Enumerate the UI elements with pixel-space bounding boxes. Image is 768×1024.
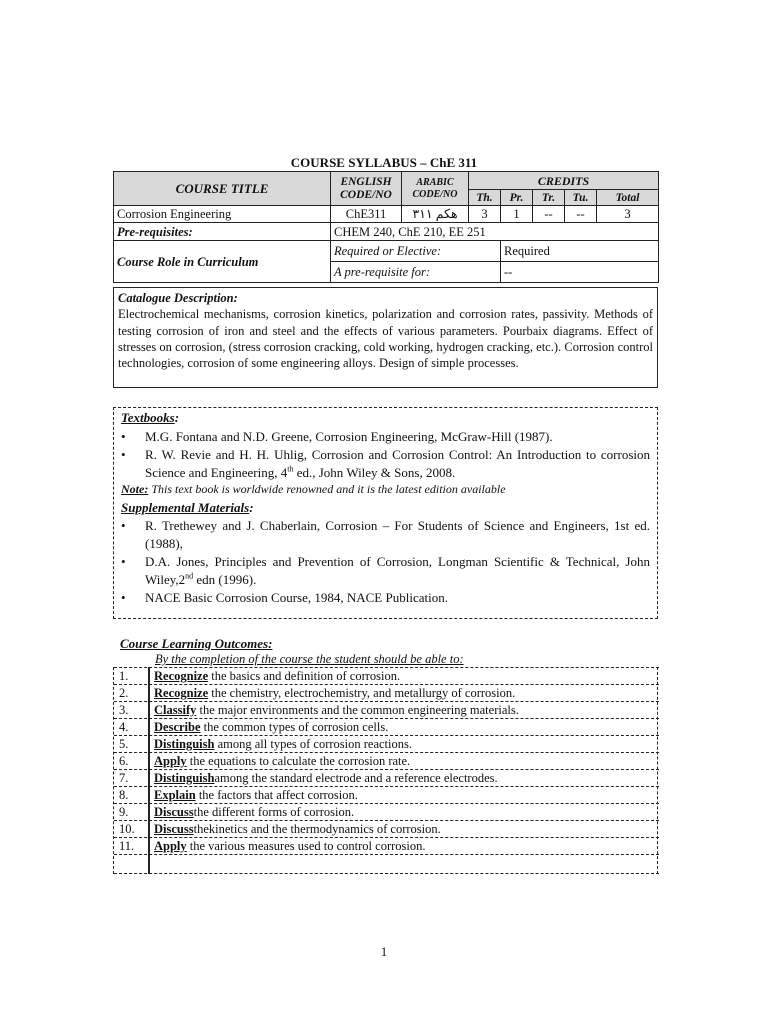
outcome-description: the chemistry, electrochemistry, and metallurgy of corrosion. (208, 686, 516, 700)
course-title-header: COURSE TITLE (114, 172, 331, 206)
arabic-code-header: ARABIC CODE/NO (402, 172, 469, 206)
outcome-number: 6. (119, 754, 129, 768)
catalogue-label: Catalogue Description: (118, 291, 238, 305)
outcome-number: 7. (119, 771, 129, 785)
textbooks-label: Textbooks (121, 410, 175, 425)
outcome-verb: Explain (154, 788, 196, 802)
outcome-row (114, 837, 659, 854)
supplemental-item: • D.A. Jones, Principles and Prevention of Corrosion, Longman Scientific & Technical, John Wiley,2nd edn (1996). (121, 554, 650, 587)
outcome-description: the equations to calculate the corrosion rate. (186, 754, 411, 768)
outcome-row (114, 786, 659, 803)
outcome-description: among all types of corrosion reactions. (214, 737, 412, 751)
outcome-verb: Recognize (154, 669, 209, 683)
english-code-header: ENGLISH CODE/NO (331, 172, 402, 206)
prerequisites-value: CHEM 240, ChE 210, EE 251 (331, 223, 659, 241)
outcome-verb: Distinguish (154, 771, 215, 785)
catalogue-text: Electrochemical mechanisms, corrosion kinetics, polarization and corrosion rates, passivity. Methods of testing corrosion of iron and steel and the effects of various parameters. Pourbaix diagrams. Effect of stresses on corrosion, (stress corrosion cracking, cold working, hydrogen cracking, etc.). Corrosion control technologies, corrosion of some engineering alloys. Design of simple processes. (118, 307, 653, 371)
outcome-row (114, 769, 659, 786)
practical-credits: 1 (501, 206, 533, 223)
outcome-number: 10. (119, 822, 135, 836)
outcome-description: among the standard electrode and a reference electrodes. (214, 771, 498, 785)
outcome-description: the basics and definition of corrosion. (208, 669, 401, 683)
outcome-number: 2. (119, 686, 129, 700)
supplemental-item: • NACE Basic Corrosion Course, 1984, NACE Publication. (121, 590, 448, 605)
outcome-text (154, 770, 498, 786)
required-elective-value: Required (501, 241, 659, 262)
outcome-number: 5. (119, 737, 129, 751)
outcome-text (154, 702, 519, 718)
total-credits: 3 (597, 206, 659, 223)
english-code: ChE311 (331, 206, 402, 223)
course-role-label: Course Role in Curriculum (114, 241, 331, 283)
prerequisites-label: Pre-requisites: (114, 223, 331, 241)
theory-header: Th. (469, 190, 501, 206)
theory-credits: 3 (469, 206, 501, 223)
outcome-verb: Discuss (154, 805, 194, 819)
course-name: Corrosion Engineering (114, 206, 331, 223)
textbook-item: • R. W. Revie and H. H. Uhlig, Corrosion and Corrosion Control: An Introduction to corrosion Science and Engineering, 4th ed., John Wiley & Sons, 2008. (121, 447, 650, 480)
outcome-number: 3. (119, 703, 129, 717)
prerequisite-for-value: -- (501, 262, 659, 283)
outcome-text (154, 736, 412, 752)
training-credits: -- (533, 206, 565, 223)
textbook-item: • M.G. Fontana and N.D. Greene, Corrosion Engineering, McGraw-Hill (1987). (121, 428, 553, 444)
outcome-number: 8. (119, 788, 129, 802)
outcome-number: 9. (119, 805, 129, 819)
page-number: 1 (380, 944, 388, 959)
outcome-text (154, 753, 410, 769)
outcome-text (154, 668, 400, 684)
total-header: Total (597, 190, 659, 206)
outcome-row (114, 684, 659, 701)
outcome-description: the factors that affect corrosion. (195, 788, 358, 802)
outcome-verb: Describe (154, 720, 201, 734)
outcome-verb: Apply (154, 754, 187, 768)
outcome-row (114, 718, 659, 735)
learning-outcomes-label: Course Learning Outcomes: (120, 636, 273, 651)
outcome-verb: Discuss (154, 822, 194, 836)
outcome-text (154, 804, 354, 820)
textbook-note: Note: This text book is worldwide renowned and it is the latest edition available (121, 482, 506, 496)
outcome-row (114, 820, 659, 837)
table-bottom-border (114, 873, 659, 874)
arabic-code: هكم ٣١١ (402, 206, 469, 223)
outcome-text (154, 719, 388, 735)
empty-outcome-row (114, 854, 659, 871)
outcome-description: the common types of corrosion cells. (200, 720, 389, 734)
outcome-number: 4. (119, 720, 129, 734)
prerequisite-for-label: A pre-requisite for: (331, 262, 501, 283)
outcome-description: the various measures used to control corrosion. (186, 839, 426, 853)
outcome-verb: Classify (154, 703, 197, 717)
learning-outcomes-intro: By the completion of the course the student should be able to: (155, 652, 464, 666)
outcome-verb: Recognize (154, 686, 209, 700)
outcome-row (114, 752, 659, 769)
tutorial-credits: -- (565, 206, 597, 223)
practical-header: Pr. (501, 190, 533, 206)
outcome-text (154, 821, 441, 837)
outcome-verb: Distinguish (154, 737, 215, 751)
outcome-row (114, 701, 659, 718)
outcome-text (154, 838, 426, 854)
course-info-table (113, 171, 659, 283)
outcome-description: thekinetics and the thermodynamics of corrosion. (193, 822, 441, 836)
outcome-description: the different forms of corrosion. (193, 805, 355, 819)
supplemental-materials-label: Supplemental Materials (121, 499, 250, 515)
outcome-verb: Apply (154, 839, 187, 853)
tutorial-header: Tu. (565, 190, 597, 206)
outcome-text (154, 787, 358, 803)
supplemental-item: • R. Trethewey and J. Chaberlain, Corrosion – For Students of Science and Engineers, 1st ed. (1988), (121, 518, 650, 551)
training-header: Tr. (533, 190, 565, 206)
catalogue-description (113, 287, 658, 388)
outcome-number: 1. (119, 669, 129, 683)
outcome-description: the major environments and the common engineering materials. (196, 703, 519, 717)
learning-outcomes-table (113, 667, 658, 874)
required-elective-label: Required or Elective: (331, 241, 501, 262)
outcome-row (114, 667, 659, 684)
outcome-row (114, 803, 659, 820)
textbooks-section: Textbooks: • M.G. Fontana and N.D. Greene, Corrosion Engineering, McGraw-Hill (1987). • R. W. Revie and H. H. Uhlig, Corrosion and Corrosion Control: An Introduction to corrosion Science and Engineering, 4th ed., John Wiley & Sons, 2008. Note: This text book is worldwide renowned and it is the latest edition available Supplemental Materials: • R. Trethewey and J. Chaberlain, Corrosion – For Students of Science and Engineers, 1st ed. (1988), • D.A. Jones, Principles and Prevention of Corrosion, Longman Scientific & Technical, John Wiley,2nd edn (1996). • NACE Basic Corrosion Course, 1984, NACE Publication. (113, 407, 658, 619)
outcome-text (154, 685, 515, 701)
document-title: COURSE SYLLABUS – ChE 311 (290, 155, 478, 170)
outcome-row (114, 735, 659, 752)
outcome-number: 11. (119, 839, 135, 853)
credits-header: CREDITS (469, 172, 659, 190)
